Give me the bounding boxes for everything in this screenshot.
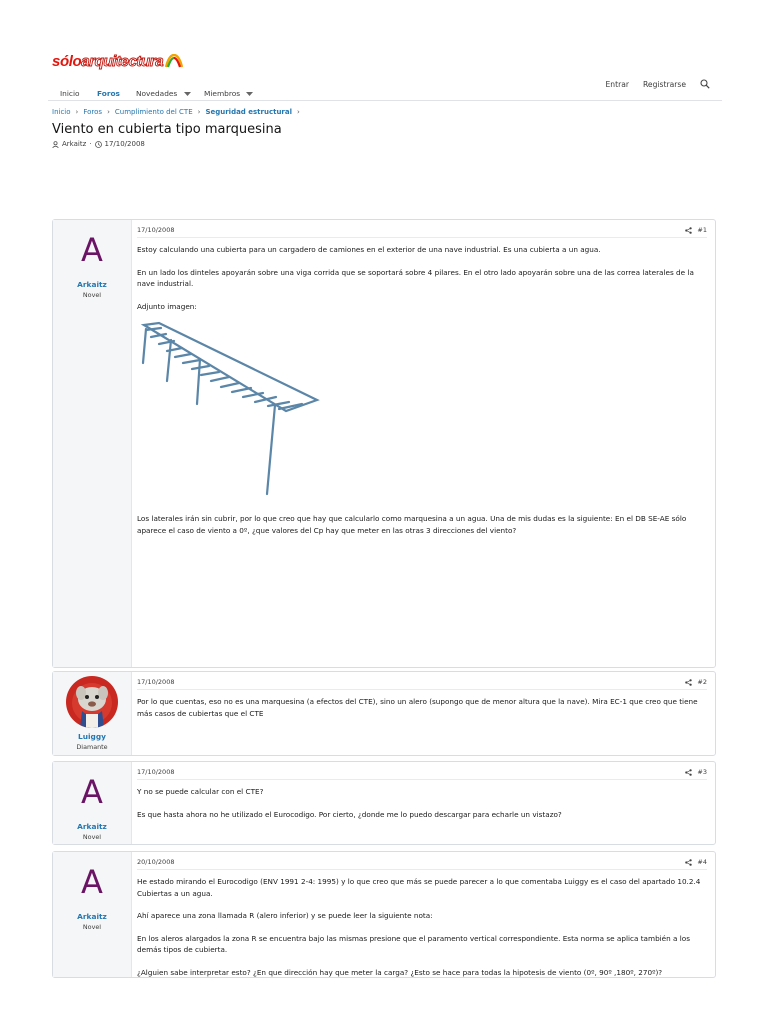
post-number[interactable]: #4 xyxy=(697,858,707,866)
post-paragraph: Los laterales irán sin cubrir, por lo que creo que hay que calcularlo como marquesina a un agua. Una de mis dudas es la siguiente: En el DB SE-AE sólo aparece el caso de viento a 0º, ¿que valores del Cp hay que meter en las otras 3 direcciones del viento? xyxy=(137,514,687,535)
post-user-title: Novel xyxy=(82,833,102,841)
post-date[interactable]: 17/10/2008 xyxy=(137,226,175,234)
post-username[interactable]: Arkaitz xyxy=(77,912,107,921)
attached-image[interactable] xyxy=(137,319,707,499)
page-title: Viento en cubierta tipo marquesina xyxy=(52,122,282,137)
post-3 xyxy=(52,761,716,845)
post-message xyxy=(137,786,707,820)
breadcrumb xyxy=(52,108,305,116)
chevron-right-icon: › xyxy=(197,108,201,116)
thread-date[interactable]: 17/10/2008 xyxy=(104,140,145,148)
header-actions xyxy=(606,79,711,89)
nav-miembros-label: Miembros xyxy=(204,89,241,97)
breadcrumb-seguridad-estructural[interactable]: Seguridad estructural xyxy=(205,108,293,116)
logo-arquitectura: arquitectura xyxy=(81,53,164,70)
post-user-title: Novel xyxy=(82,923,102,931)
post-username[interactable]: Arkaitz xyxy=(77,822,107,831)
chevron-right-icon: › xyxy=(107,108,110,116)
post-header xyxy=(137,678,707,686)
post-divider xyxy=(137,237,707,238)
post-paragraph: Es que hasta ahora no he utilizado el Eurocodigo. Por cierto, ¿donde me lo puedo descargar para echarle un vistazo? xyxy=(137,809,562,819)
post-paragraph: En los aleros alargados la zona R se encuentra bajo las mismas presione que el paramento vertical correspondiente. Esta norma se aplica también a los demás tipos de cubierta. xyxy=(137,933,691,955)
post-paragraph: He estado mirando el Eurocodigo (ENV 1991 2-4: 1995) y lo que creo que más se puede parecer a lo que comentaba Luiggy es el caso del apartado 10.2.4 Cubiertas a un agua. xyxy=(137,877,701,898)
search-icon[interactable] xyxy=(700,79,710,89)
post-date[interactable]: 17/10/2008 xyxy=(137,678,175,686)
post-header-actions xyxy=(685,768,707,776)
register-link[interactable]: Registrarse xyxy=(643,79,686,89)
post-paragraph: Estoy calculando una cubierta para un cargadero de camiones en el exterior de una nave industrial. Es una cubierta a un agua. xyxy=(137,245,601,254)
logo-text xyxy=(52,53,163,71)
nav-novedades-label: Novedades xyxy=(136,89,178,97)
post-user-title: Novel xyxy=(82,291,102,299)
post-date[interactable]: 20/10/2008 xyxy=(137,858,175,866)
post-header xyxy=(137,858,707,866)
post-user-panel xyxy=(53,220,132,667)
avatar-character-image xyxy=(66,676,118,728)
header-divider xyxy=(48,100,722,101)
post-body xyxy=(137,678,707,751)
login-link[interactable]: Entrar xyxy=(605,79,629,89)
post-header-actions xyxy=(685,678,707,686)
site-logo[interactable] xyxy=(52,47,183,71)
nav-inicio[interactable]: Inicio xyxy=(60,89,80,97)
post-number[interactable]: #1 xyxy=(697,226,707,234)
chevron-down-icon xyxy=(184,92,191,96)
post-paragraph: ¿Alguien sabe interpretar esto? ¿En que dirección hay que meter la carga? ¿Esto se hace para todas la hipotesis de viento (0º, 90º ,180º, 270º)? xyxy=(137,967,663,977)
share-icon[interactable] xyxy=(685,859,692,866)
post-message xyxy=(137,876,707,979)
avatar[interactable]: A xyxy=(81,773,103,811)
share-icon[interactable] xyxy=(685,227,692,234)
post-paragraph: En un lado los dinteles apoyarán sobre una viga corrida que se soportará sobre 4 pilares. En el otro lado apoyarán sobre una de las correa laterales de la nave industrial. xyxy=(137,267,694,289)
post-1 xyxy=(52,219,716,668)
nav-miembros[interactable] xyxy=(204,89,253,97)
logo-arch-icon xyxy=(165,54,183,68)
thread-meta xyxy=(52,140,145,148)
post-2 xyxy=(52,671,716,756)
post-user-panel xyxy=(53,672,132,755)
avatar[interactable]: A xyxy=(81,231,103,269)
post-divider xyxy=(137,689,707,690)
main-nav xyxy=(50,86,280,97)
avatar[interactable] xyxy=(66,676,118,728)
post-paragraph: Por lo que cuentas, eso no es una marquesina (a efectos del CTE), sino un alero (supongo que de menor altura que la nave). Mira EC-1 que creo que tiene más casos de cubiertas que el CTE xyxy=(137,697,698,718)
post-message xyxy=(137,696,707,719)
logo-solo: sólo xyxy=(52,53,82,70)
post-paragraph: Ahí aparece una zona llamada R (alero inferior) y se puede leer la siguiente nota: xyxy=(137,911,433,921)
roof-structure-drawing xyxy=(137,319,327,497)
share-icon[interactable] xyxy=(685,679,692,686)
post-body xyxy=(137,768,707,840)
post-number[interactable]: #2 xyxy=(697,678,707,686)
clock-icon xyxy=(95,141,102,148)
breadcrumb-foros[interactable]: Foros xyxy=(83,108,103,116)
post-body xyxy=(137,226,707,663)
breadcrumb-inicio[interactable]: Inicio xyxy=(52,108,71,116)
chevron-right-icon: › xyxy=(75,108,79,116)
chevron-down-icon xyxy=(246,92,253,96)
post-header-actions xyxy=(685,226,707,234)
nav-foros[interactable]: Foros xyxy=(97,89,120,97)
post-user-panel xyxy=(53,762,132,844)
post-header-actions xyxy=(685,858,707,866)
post-paragraph: Adjunto imagen: xyxy=(137,301,197,311)
post-user-panel xyxy=(53,852,132,977)
post-divider xyxy=(137,869,707,870)
post-header xyxy=(137,768,707,776)
post-username[interactable]: Arkaitz xyxy=(77,280,107,289)
user-icon xyxy=(52,141,59,148)
post-4 xyxy=(52,851,716,978)
post-paragraph: Y no se puede calcular con el CTE? xyxy=(137,787,264,796)
post-message xyxy=(137,244,707,537)
thread-author[interactable]: Arkaitz xyxy=(62,140,87,148)
post-body xyxy=(137,858,707,977)
post-date[interactable]: 17/10/2008 xyxy=(137,768,175,776)
avatar[interactable]: A xyxy=(81,863,103,901)
breadcrumb-cumplimiento-cte[interactable]: Cumplimiento del CTE xyxy=(114,108,193,116)
share-icon[interactable] xyxy=(685,769,692,776)
post-username[interactable]: Luiggy xyxy=(78,732,106,741)
post-user-title: Diamante xyxy=(76,743,108,751)
post-divider xyxy=(137,779,707,780)
post-header xyxy=(137,226,707,234)
chevron-right-icon: › xyxy=(297,108,300,116)
nav-novedades[interactable] xyxy=(136,89,191,97)
post-number[interactable]: #3 xyxy=(697,768,707,776)
meta-separator: · xyxy=(89,140,92,148)
